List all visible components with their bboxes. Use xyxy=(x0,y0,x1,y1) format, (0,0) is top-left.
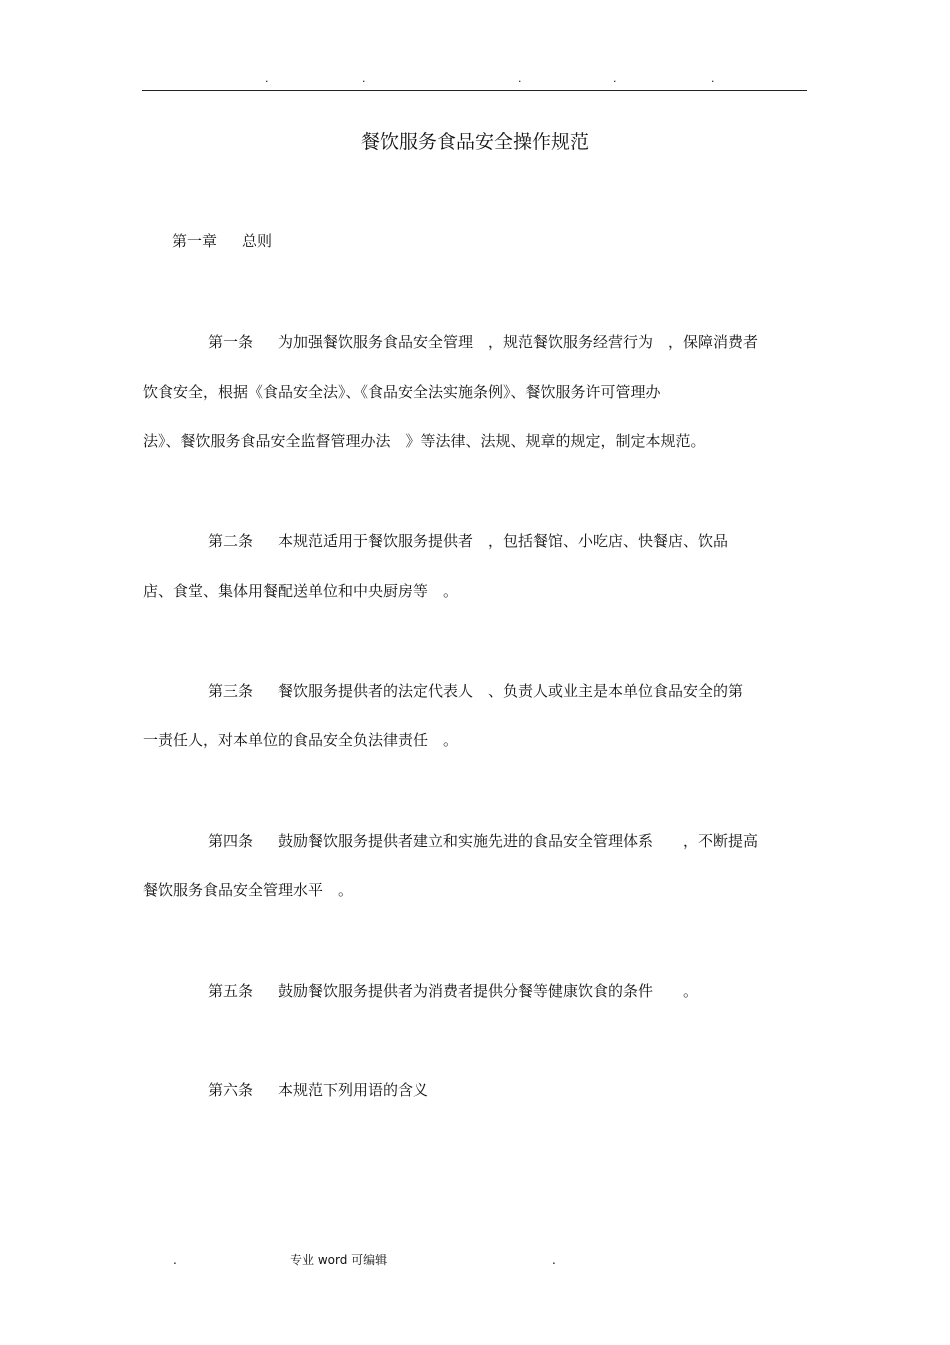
article-1-line-3: 法》、餐饮服务食品安全监督管理办法 》等法律、法规、规章的规定，制定本规范。 xyxy=(143,432,706,450)
header-dot: . xyxy=(518,72,522,85)
page-footer xyxy=(0,1250,950,1270)
article-text: 鼓励餐饮服务提供者建立和实施先进的食品安全管理体系 ，不断提高 xyxy=(278,832,759,850)
article-text: 为加强餐饮服务食品安全管理 ，规范餐饮服务经营行为 ，保障消费者 xyxy=(278,333,759,351)
article-text: 鼓励餐饮服务提供者为消费者提供分餐等健康饮食的条件 。 xyxy=(278,982,699,1000)
article-3-line-2: 一责任人，对本单位的食品安全负法律责任 。 xyxy=(143,731,459,749)
article-text: 本规范下列用语的含义 xyxy=(278,1081,429,1099)
article-label: 第一条 xyxy=(208,333,254,351)
page-header-dots xyxy=(0,72,950,86)
document-title: 餐饮服务食品安全操作规范 xyxy=(360,131,589,153)
article-3-first-line xyxy=(208,680,808,702)
article-text: 本规范适用于餐饮服务提供者 ，包括餐馆、小吃店、快餐店、饮品 xyxy=(278,532,729,550)
header-dot: . xyxy=(613,72,617,85)
chapter-name: 总则 xyxy=(242,232,273,250)
article-label: 第五条 xyxy=(208,982,254,1000)
article-5-first-line xyxy=(208,980,808,1002)
header-dot: . xyxy=(711,72,715,85)
article-label: 第三条 xyxy=(208,682,254,700)
header-dot: . xyxy=(265,72,269,85)
article-label: 第六条 xyxy=(208,1081,254,1099)
article-6-first-line xyxy=(208,1079,808,1101)
header-rule xyxy=(142,90,807,91)
footer-dot: . xyxy=(173,1253,177,1267)
article-1-first-line xyxy=(208,331,808,353)
footer-text: 专业 word 可编辑 xyxy=(290,1253,388,1267)
article-label: 第二条 xyxy=(208,532,254,550)
article-4-line-2: 餐饮服务食品安全管理水平 。 xyxy=(143,881,354,899)
article-1-line-2: 饮食安全，根据《食品安全法》、《食品安全法实施条例》、餐饮服务许可管理办 xyxy=(143,383,661,401)
header-dot: . xyxy=(362,72,366,85)
article-text: 餐饮服务提供者的法定代表人 、负责人或业主是本单位食品安全的第 xyxy=(278,682,744,700)
chapter-label: 第一章 xyxy=(172,232,218,250)
chapter-heading xyxy=(172,230,272,252)
article-2-first-line xyxy=(208,530,808,552)
article-4-first-line xyxy=(208,830,808,852)
article-label: 第四条 xyxy=(208,832,254,850)
article-2-line-2: 店、食堂、集体用餐配送单位和中央厨房等 。 xyxy=(143,582,459,600)
footer-dot: . xyxy=(552,1253,556,1267)
